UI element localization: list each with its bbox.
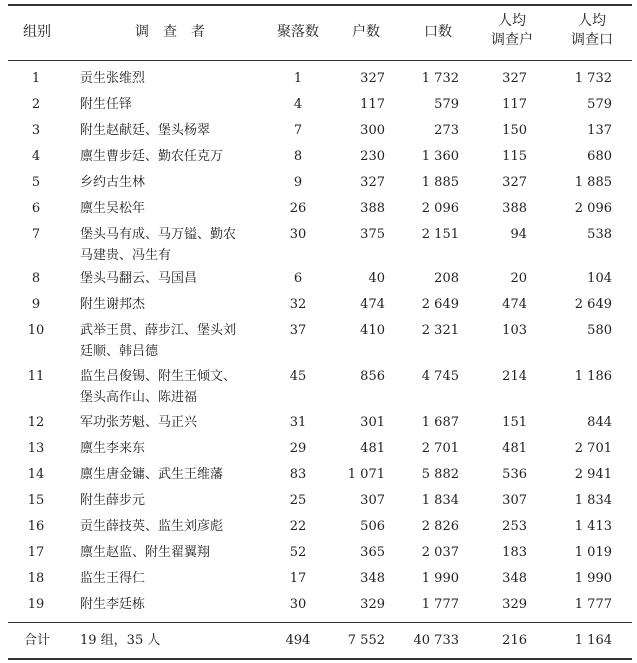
row-population: 1 732 <box>421 71 459 86</box>
row-households: 348 <box>360 571 385 586</box>
row-group: 7 <box>31 227 41 242</box>
row-investigators-line: 乡约古生林 <box>80 175 146 190</box>
row-households: 301 <box>360 415 385 430</box>
row-group: 1 <box>31 71 41 86</box>
row-villages: 32 <box>289 297 307 312</box>
row-per-pop: 104 <box>587 271 612 286</box>
row-investigators-line: 堡头马翻云、马国昌 <box>80 271 198 286</box>
row-per-pop: 137 <box>587 123 612 138</box>
row-villages: 7 <box>293 123 303 138</box>
total-villages: 494 <box>285 633 311 648</box>
row-per-pop: 1 019 <box>574 545 612 560</box>
row-investigators-line: 堡头马有成、马万镒、勤农 <box>80 227 237 242</box>
row-villages: 4 <box>293 97 303 112</box>
row-households: 856 <box>360 369 385 384</box>
row-group: 11 <box>27 369 45 384</box>
row-households: 410 <box>360 323 385 338</box>
row-per-pop: 1 186 <box>574 369 612 384</box>
row-per-pop: 1 990 <box>574 571 612 586</box>
row-per-hh: 150 <box>502 123 527 138</box>
row-investigators-line: 武举王贯、薛步江、堡头刘 <box>80 323 237 338</box>
row-per-pop: 2 701 <box>574 441 612 456</box>
row-investigators-line: 廪生唐金镛、武生王维藩 <box>80 467 224 482</box>
header-per-hh-line1: 人均 <box>498 13 526 29</box>
row-investigators-line: 廪生吴松年 <box>80 201 146 216</box>
row-investigators-line: 监生王得仁 <box>80 571 146 586</box>
row-investigators-line: 廪生李来东 <box>80 441 146 456</box>
row-population: 2 096 <box>421 201 459 216</box>
row-per-hh: 348 <box>502 571 527 586</box>
header-investigators: 调 查 者 <box>135 24 205 40</box>
row-per-pop: 1 834 <box>574 493 612 508</box>
row-villages: 26 <box>289 201 307 216</box>
total-per-pop: 1 164 <box>574 633 612 648</box>
row-households: 307 <box>360 493 385 508</box>
row-investigators-line: 军功张芳魁、马正兴 <box>80 415 198 430</box>
row-villages: 9 <box>293 175 303 190</box>
row-group: 12 <box>27 415 45 430</box>
row-per-pop: 580 <box>587 323 612 338</box>
header-villages: 聚落数 <box>277 24 319 40</box>
row-villages: 29 <box>289 441 307 456</box>
row-group: 19 <box>27 597 45 612</box>
row-population: 2 321 <box>421 323 459 338</box>
row-villages: 1 <box>293 71 303 86</box>
row-households: 230 <box>360 149 385 164</box>
row-per-pop: 538 <box>587 227 612 242</box>
row-per-pop: 2 096 <box>574 201 612 216</box>
row-group: 9 <box>31 297 41 312</box>
row-households: 327 <box>360 71 385 86</box>
header-rule <box>8 60 632 61</box>
row-population: 5 882 <box>421 467 459 482</box>
row-group: 3 <box>31 123 41 138</box>
row-villages: 25 <box>289 493 307 508</box>
row-group: 2 <box>31 97 41 112</box>
row-per-hh: 329 <box>502 597 527 612</box>
row-per-hh: 388 <box>502 201 527 216</box>
row-per-hh: 20 <box>510 271 527 286</box>
row-population: 2 701 <box>421 441 459 456</box>
row-villages: 17 <box>289 571 307 586</box>
row-per-hh: 214 <box>502 369 527 384</box>
row-investigators-line: 附生任铎 <box>80 97 133 112</box>
row-population: 1 834 <box>421 493 459 508</box>
row-per-hh: 481 <box>502 441 527 456</box>
row-per-pop: 1 777 <box>574 597 612 612</box>
row-per-pop: 1 732 <box>574 71 612 86</box>
row-population: 1 885 <box>421 175 459 190</box>
row-per-hh: 307 <box>502 493 527 508</box>
row-per-hh: 151 <box>502 415 527 430</box>
row-group: 4 <box>31 149 41 164</box>
row-population: 4 745 <box>421 369 459 384</box>
row-investigators-line: 附生赵献廷、堡头杨翠 <box>80 123 211 138</box>
row-per-pop: 2 941 <box>574 467 612 482</box>
row-per-hh: 536 <box>502 467 527 482</box>
row-per-hh: 327 <box>502 175 527 190</box>
row-households: 329 <box>360 597 385 612</box>
header-per-pop-line1: 人均 <box>578 13 606 29</box>
row-per-hh: 103 <box>502 323 527 338</box>
row-villages: 45 <box>289 369 307 384</box>
row-group: 10 <box>27 323 45 338</box>
row-investigators-line: 附生谢邦杰 <box>80 297 146 312</box>
row-households: 481 <box>360 441 385 456</box>
row-per-pop: 1 885 <box>574 175 612 190</box>
row-households: 117 <box>360 97 385 112</box>
total-population: 40 733 <box>413 633 459 648</box>
row-villages: 6 <box>293 271 303 286</box>
row-villages: 37 <box>289 323 307 338</box>
row-population: 1 990 <box>421 571 459 586</box>
row-population: 1 687 <box>421 415 459 430</box>
row-group: 17 <box>27 545 45 560</box>
row-group: 6 <box>31 201 41 216</box>
total-label: 合计 <box>23 633 50 648</box>
row-population: 2 649 <box>421 297 459 312</box>
row-population: 1 360 <box>421 149 459 164</box>
row-per-hh: 94 <box>510 227 527 242</box>
row-villages: 22 <box>289 519 307 534</box>
row-households: 506 <box>360 519 385 534</box>
row-per-hh: 253 <box>502 519 527 534</box>
row-group: 5 <box>31 175 41 190</box>
bottom-rule <box>8 658 632 660</box>
row-villages: 8 <box>293 149 303 164</box>
row-group: 13 <box>27 441 45 456</box>
row-group: 15 <box>27 493 45 508</box>
row-per-pop: 844 <box>587 415 612 430</box>
row-households: 375 <box>360 227 385 242</box>
header-group: 组别 <box>23 24 51 40</box>
row-per-pop: 680 <box>587 149 612 164</box>
header-per-hh-line2: 调查户 <box>491 32 533 48</box>
row-group: 18 <box>27 571 45 586</box>
header-population: 口数 <box>424 24 452 40</box>
row-households: 40 <box>368 271 385 286</box>
row-villages: 83 <box>289 467 307 482</box>
header-households: 户数 <box>352 24 380 40</box>
header-per-pop-line2: 调查口 <box>571 32 613 48</box>
row-households: 388 <box>360 201 385 216</box>
row-households: 327 <box>360 175 385 190</box>
row-investigators-line: 附生李廷栋 <box>80 597 146 612</box>
row-per-hh: 115 <box>502 149 527 164</box>
total-rule <box>8 622 632 623</box>
row-per-pop: 2 649 <box>574 297 612 312</box>
total-per-hh: 216 <box>502 633 527 648</box>
row-group: 8 <box>31 271 41 286</box>
row-per-hh: 327 <box>502 71 527 86</box>
row-investigators-line: 堡头高作山、陈进福 <box>80 390 198 405</box>
row-population: 2 151 <box>421 227 459 242</box>
row-households: 474 <box>360 297 385 312</box>
row-per-pop: 579 <box>587 97 612 112</box>
row-investigators-line: 贡生张维烈 <box>80 71 146 86</box>
row-investigators-line: 马建贵、冯生有 <box>80 248 172 263</box>
row-per-hh: 117 <box>502 97 527 112</box>
row-population: 2 037 <box>421 545 459 560</box>
row-villages: 30 <box>289 227 307 242</box>
row-investigators-line: 监生吕俊锡、附生王倾文、 <box>80 369 237 384</box>
row-villages: 30 <box>289 597 307 612</box>
row-population: 579 <box>434 97 459 112</box>
row-group: 16 <box>27 519 45 534</box>
row-investigators-line: 附生薛步元 <box>80 493 146 508</box>
row-per-hh: 474 <box>502 297 527 312</box>
row-per-hh: 183 <box>502 545 527 560</box>
row-households: 300 <box>360 123 385 138</box>
row-villages: 52 <box>289 545 307 560</box>
row-per-pop: 1 413 <box>574 519 612 534</box>
row-group: 14 <box>27 467 45 482</box>
total-households: 7 552 <box>347 633 385 648</box>
row-investigators-line: 廪生赵监、附生翟翼翔 <box>80 545 211 560</box>
row-population: 273 <box>434 123 459 138</box>
row-population: 2 826 <box>421 519 459 534</box>
row-population: 1 777 <box>421 597 459 612</box>
row-investigators-line: 廪生曹步廷、勤农任克万 <box>80 149 224 164</box>
row-households: 1 071 <box>347 467 385 482</box>
row-villages: 31 <box>289 415 307 430</box>
row-population: 208 <box>434 271 459 286</box>
row-investigators-line: 贡生薛技英、监生刘彦彪 <box>80 519 224 534</box>
top-rule <box>8 4 632 6</box>
total-names: 19 组，35 人 <box>80 633 161 648</box>
row-households: 365 <box>360 545 385 560</box>
row-investigators-line: 廷顺、韩吕德 <box>80 344 159 359</box>
